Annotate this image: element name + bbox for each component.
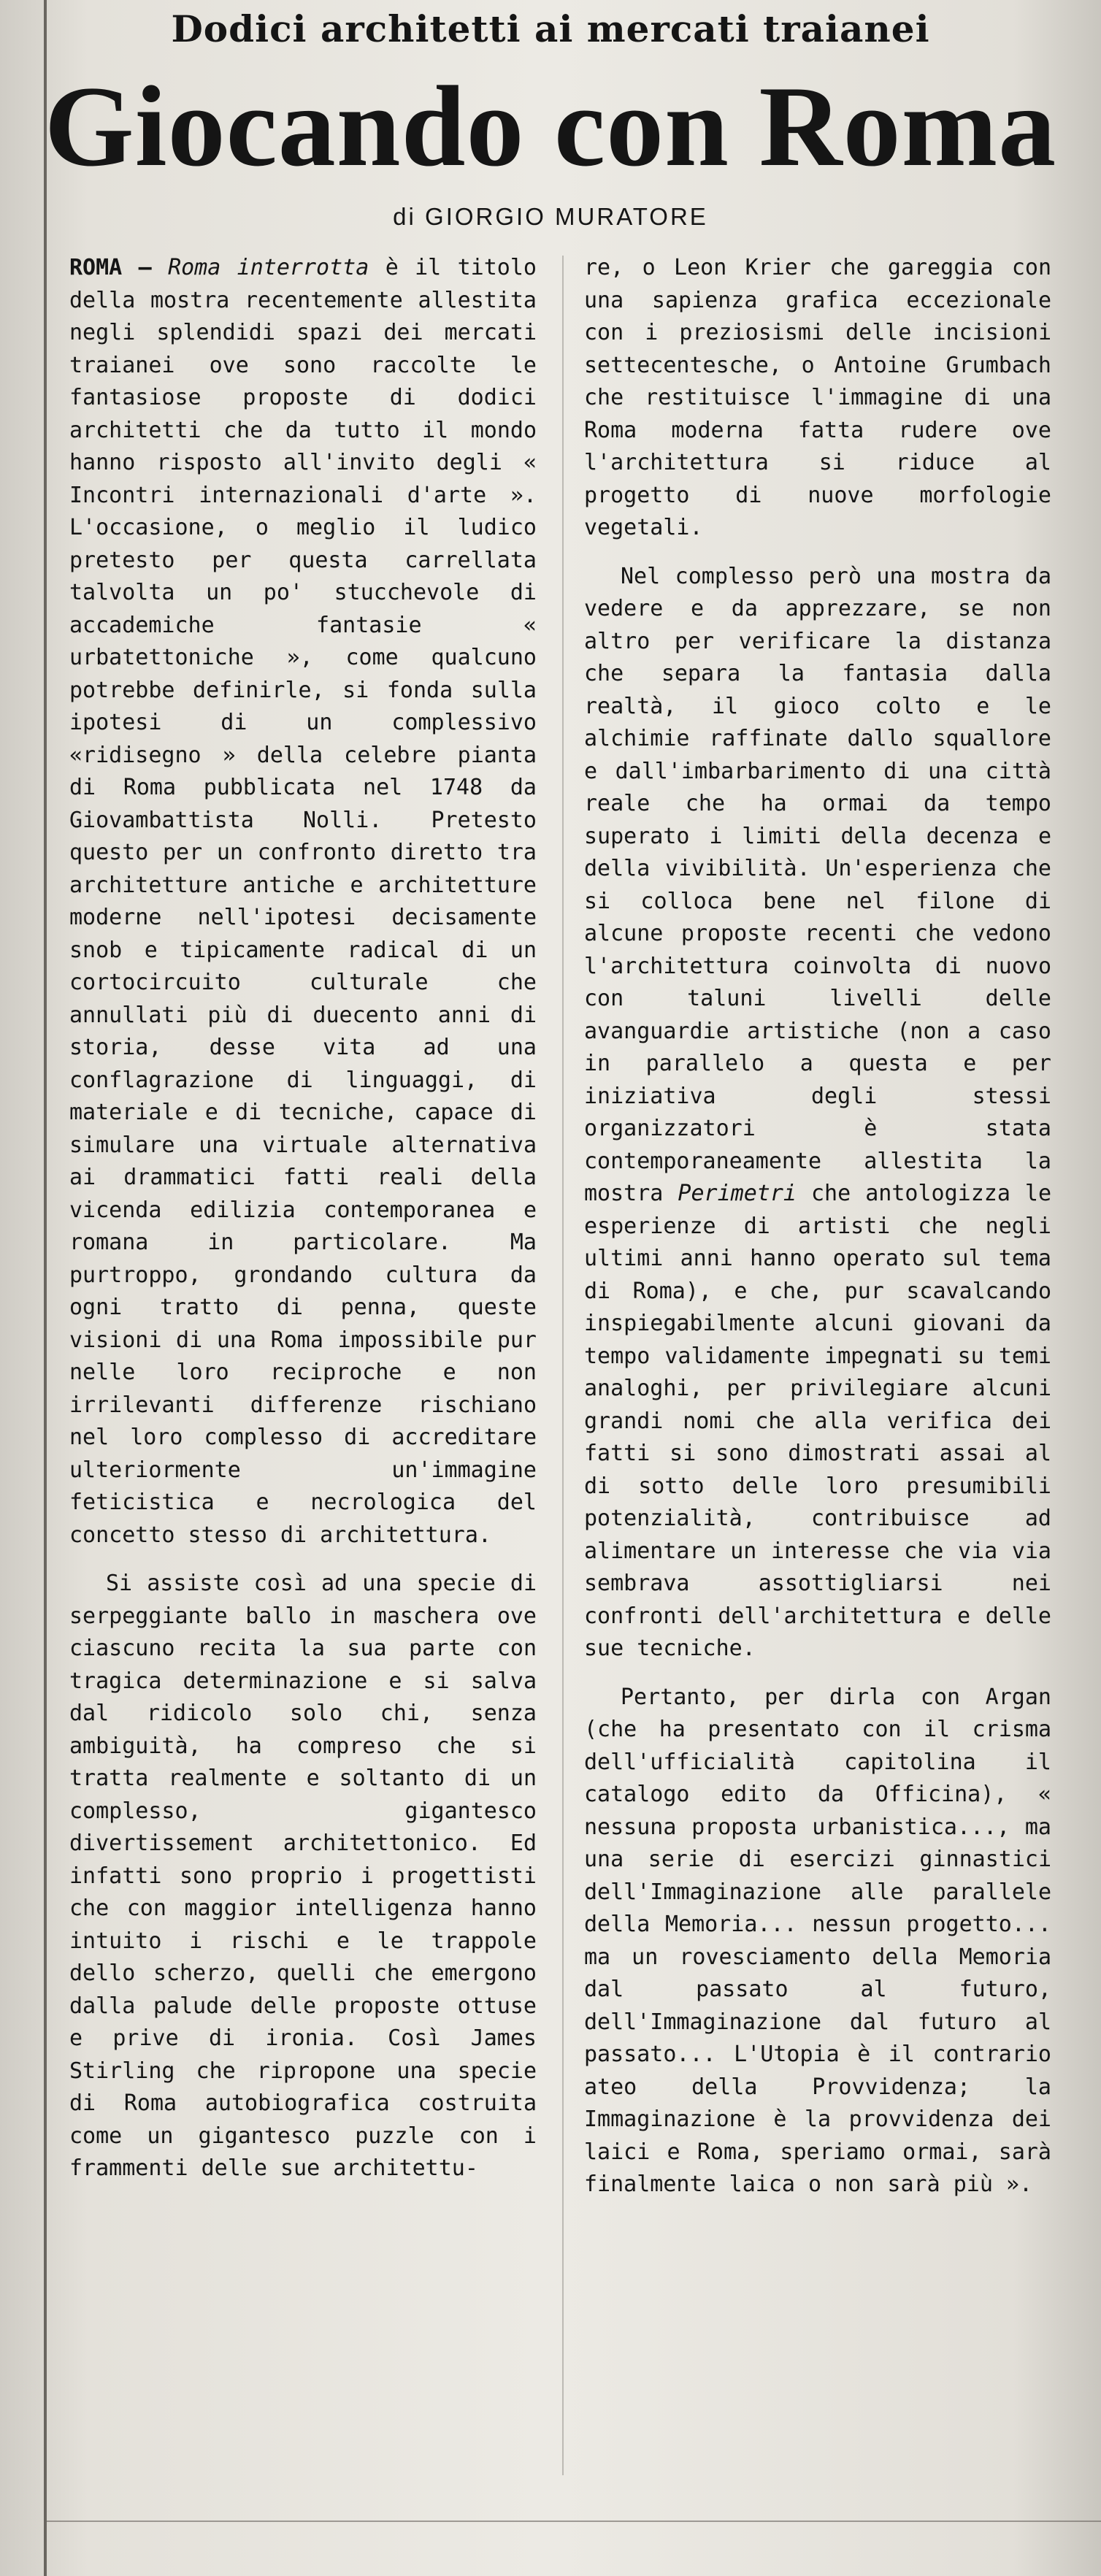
article-headline: Giocando con Roma xyxy=(44,63,1057,191)
column-divider xyxy=(562,256,564,2475)
paragraph xyxy=(69,252,537,1552)
paragraph: Si assiste così ad una specie di serpeggiante ballo in maschera ove ciascuno recita la sua parte con tragica determinazione e si salva dal ridicolo solo chi, senza ambiguità, ha compreso che si tratta realmente e soltanto di un complesso, gigantesco divertissement architettonico. Ed infatti sono proprio i progettisti che con maggior intelligenza hanno intuito i rischi e le trappole dello scherzo, quelli che emergono dalla palude delle proposte ottuse e prive di ironia. Così James Stirling che ripropone una specie di Roma autobiografica costruita come un gigantesco puzzle con i frammenti delle sue architettu- xyxy=(69,1571,537,2181)
left-border-rule xyxy=(44,0,47,2576)
paragraph-text: Nel complesso però una mostra da vedere e da apprezzare, se non altro per verificare la distanza che separa la fantasia dalla realtà, il gioco colto e le alchimie raffinate dallo squallore e dall'imbarbarimento di una città reale che ha ormai da tempo superato i limiti della decenza e della vivibilità. Un'esperienza che si colloca bene nel filone di alcune proposte recenti che vedono l'architettura coinvolta di nuovo con taluni livelli delle avanguardie artistiche (non a caso in parallelo a questa e per iniziativa degli stessi organizzatori è stata contemporaneamente allestita la mostra xyxy=(584,563,1051,1206)
article-column-right xyxy=(584,252,1051,2201)
paragraph: Pertanto, per dirla con Argan (che ha presentato con il crisma dell'ufficialità capitolina il catalogo edito da Officina), « nessuna proposta urbanistica..., ma una serie di esercizi ginnastici dell'Immaginazione alle parallele della Memoria... nessun progetto... ma un rovesciamento della Memoria dal passato al futuro, dell'Immaginazione dal futuro al passato... L'Utopia è il contrario ateo della Provvidenza; la Immaginazione è la provvidenza dei laici e Roma, speriamo ormai, sarà finalmente laica o non sarà più ». xyxy=(584,1684,1051,2197)
exhibition-title-perimetri: Perimetri xyxy=(678,1181,797,1206)
article-byline: di GIORGIO MURATORE xyxy=(393,203,708,230)
article-column-left xyxy=(69,252,537,2185)
bottom-border-rule xyxy=(44,2521,1101,2522)
exhibition-title: Roma interrotta xyxy=(168,255,369,280)
article-kicker: Dodici architetti ai mercati traianei xyxy=(171,7,930,50)
paragraph: re, o Leon Krier che gareggia con una sapienza grafica eccezionale con i preziosismi delle incisioni settecentesche, o Antoine Grumbach che restituisce l'immagine di una Roma moderna fatta rudere ove l'architettura si riduce al progetto di nuove morfologie vegetali. xyxy=(584,255,1051,540)
paragraph-text: che antologizza le esperienze di artisti che negli ultimi anni hanno operato sul tema di Roma), e che, pur scavalcando inspiegabilmente alcuni giovani da tempo validamente impegnati su temi analoghi, per privilegiare alcuni grandi nomi che alla verifica dei fatti si sono dimostrati assai al di sotto delle loro presumibili potenzialità, contribuisce ad alimentare un interesse che via via sembrava assottigliarsi nei confronti dell'architettura e delle sue tecniche. xyxy=(584,1181,1052,1661)
paragraph-text: è il titolo della mostra recentemente allestita negli splendidi spazi dei mercati traianei ove sono raccolte le fantasiose proposte di dodici architetti che da tutto il mondo hanno risposto all'invito degli « Incontri internazionali d'arte ». L'occasione, o meglio il ludico pretesto per questa carrellata talvolta un po' stucchevole di accademiche fantasie « urbatettoniche », come qualcuno potrebbe definirle, si fonda sulla ipotesi di un complessivo «ridisegno » della celebre pianta di Roma pubblicata nel 1748 da Giovambattista Nolli. Pretesto questo per un confronto diretto tra architetture antiche e architetture moderne nell'ipotesi decisamente snob e tipicamente radical di un cortocircuito culturale che annullati più di duecento anni di storia, desse vita ad una conflagrazione di linguaggi, di materiale e di tecniche, capace di simulare una virtuale alternativa ai drammatici fatti reali della vicenda edilizia contemporanea e romana in particolare. Ma purtroppo, grondando cultura da ogni tratto di penna, queste visioni di una Roma impossibile pur nelle loro reciproche e non irrilevanti differenze rischiano nel loro complesso di accreditare ulteriormente un'immagine feticistica e necrologica del concetto stesso di architettura. xyxy=(69,255,537,1548)
dateline: ROMA — xyxy=(69,255,152,280)
paragraph xyxy=(584,561,1051,1665)
